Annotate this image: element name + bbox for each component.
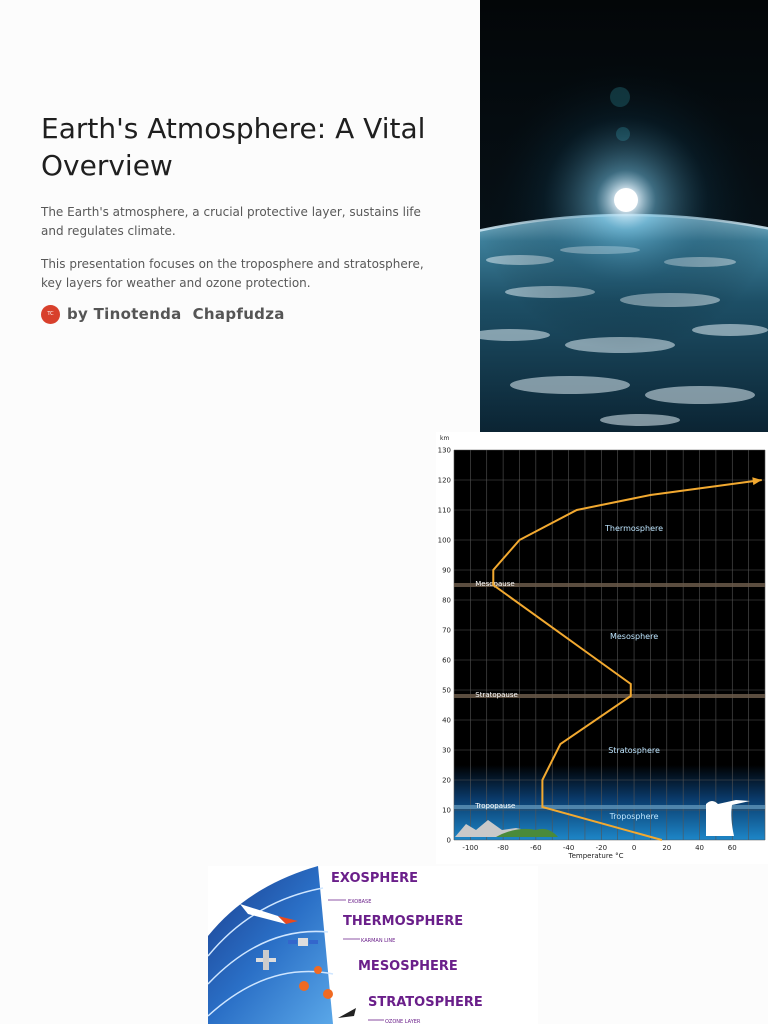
x-axis-label: Temperature °C xyxy=(568,852,624,860)
layer-label: Thermosphere xyxy=(605,524,664,533)
x-tick-label: -60 xyxy=(530,844,542,852)
thermosphere-label: THERMOSPHERE xyxy=(343,914,464,929)
boundary-label: Mesopause xyxy=(475,580,515,588)
boundary-label: Stratopause xyxy=(475,691,518,699)
jet-icon xyxy=(338,1008,356,1018)
x-tick-label: 40 xyxy=(695,844,704,852)
mesosphere-label: MESOSPHERE xyxy=(358,959,458,974)
author-name: by Tinotenda Chapfudza xyxy=(67,305,285,323)
y-tick-label: 50 xyxy=(442,686,451,695)
x-tick-label: 60 xyxy=(727,844,737,852)
x-tick-label: -80 xyxy=(497,844,509,852)
boundary-label: Tropopause xyxy=(475,802,516,810)
x-tick-label: 0 xyxy=(631,844,637,852)
y-tick-label: 120 xyxy=(437,476,451,485)
y-axis-unit-label: km xyxy=(440,435,450,442)
slide-title: Earth's Atmosphere: A Vital Overview xyxy=(41,112,426,182)
y-tick-label: 100 xyxy=(437,536,451,545)
y-tick-label: 110 xyxy=(437,506,451,515)
x-tick-label: -40 xyxy=(562,844,575,852)
earth-from-space-image xyxy=(480,0,768,432)
layer-label: Troposphere xyxy=(609,812,659,821)
x-tick-label: -100 xyxy=(462,844,479,852)
focus-paragraph: This presentation focuses on the troposphere and stratosphere, key layers for weather and ozone protection. xyxy=(41,257,424,290)
intro-paragraph: The Earth's atmosphere, a crucial protective layer, sustains life and regulates climate. xyxy=(41,205,421,238)
y-tick-label: 130 xyxy=(437,446,451,455)
y-tick-label: 10 xyxy=(442,806,451,815)
y-tick-label: 20 xyxy=(442,776,451,785)
author-avatar: TC xyxy=(41,305,60,324)
atmosphere-layers-diagram xyxy=(208,866,538,1024)
layer-label: Stratosphere xyxy=(608,746,660,755)
y-tick-label: 90 xyxy=(442,566,451,575)
layer-label: Mesosphere xyxy=(609,632,659,641)
exobase-label: EXOBASE xyxy=(348,899,372,905)
exosphere-label: EXOSPHERE xyxy=(331,871,419,886)
x-tick-label: 20 xyxy=(662,844,672,852)
x-tick-label: -20 xyxy=(595,844,608,852)
y-tick-label: 70 xyxy=(442,626,451,635)
y-tick-label: 30 xyxy=(442,746,451,755)
author-byline xyxy=(41,304,285,324)
y-tick-label: 40 xyxy=(442,716,451,725)
karman-line-label: KARMAN LINE xyxy=(361,938,396,944)
atmosphere-temperature-chart xyxy=(436,432,768,864)
ozone-layer-label: OZONE LAYER xyxy=(385,1019,421,1024)
temperature-profile-chart xyxy=(436,432,768,864)
y-tick-label: 0 xyxy=(446,836,451,845)
stratosphere-label: STRATOSPHERE xyxy=(368,995,483,1010)
y-tick-label: 60 xyxy=(442,656,451,665)
y-tick-label: 80 xyxy=(442,596,451,605)
